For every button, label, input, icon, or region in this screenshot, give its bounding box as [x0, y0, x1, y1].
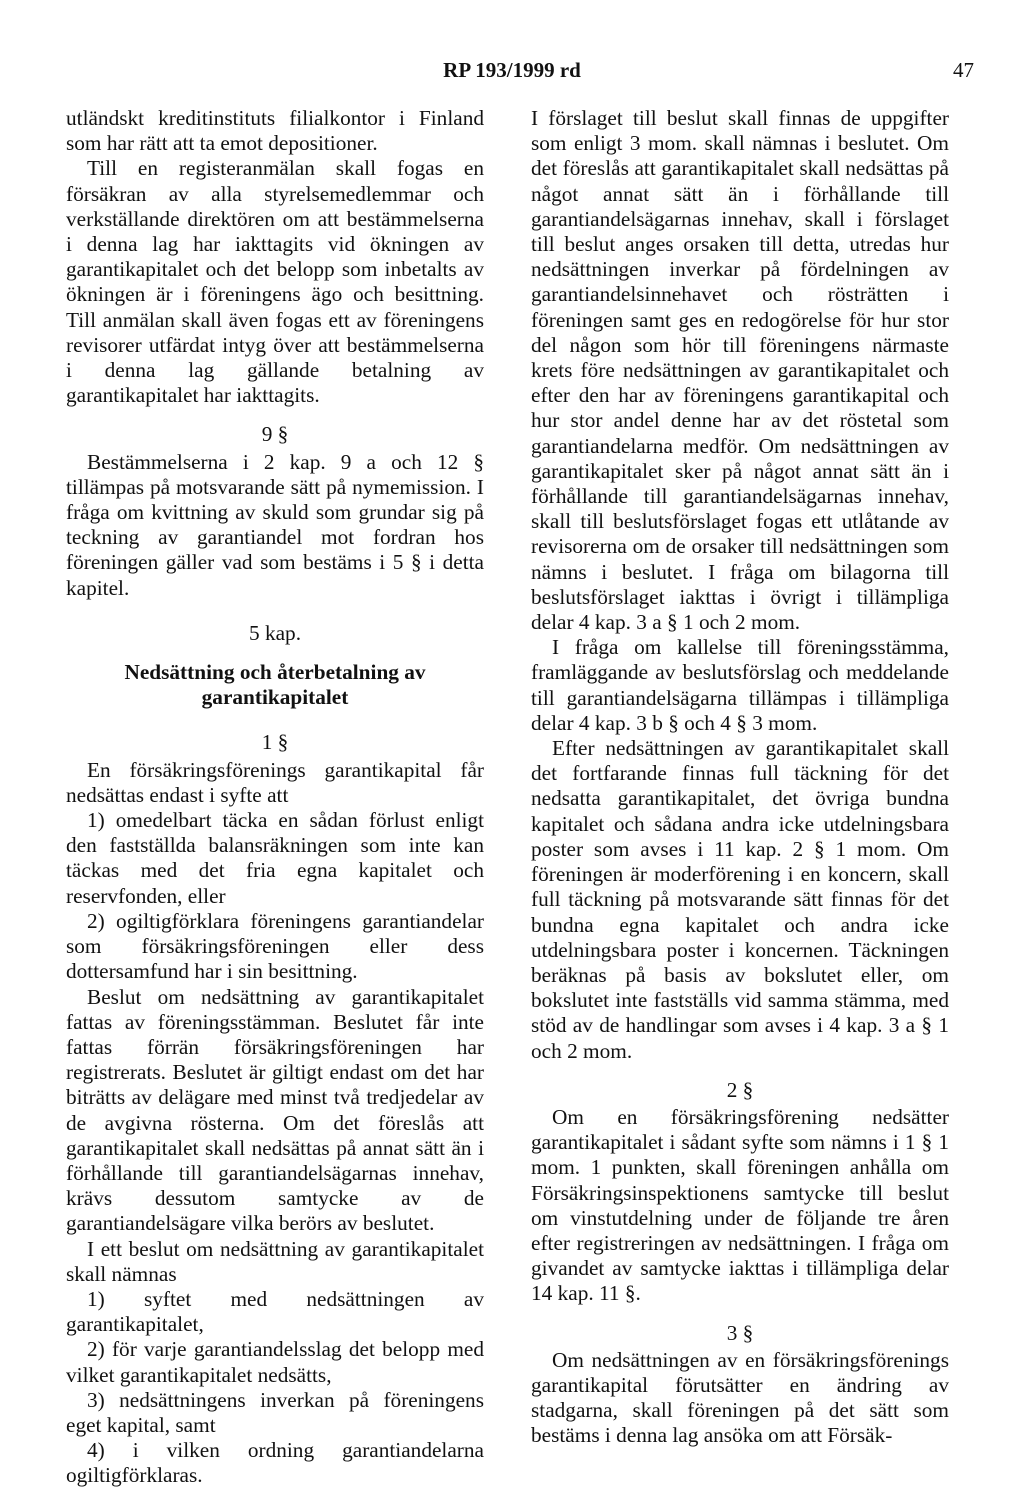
left-column [66, 106, 484, 1489]
page-number: 47 [953, 58, 974, 82]
page-header [0, 52, 1024, 86]
section-heading: 2 § [726, 1077, 754, 1102]
chapter-title: Nedsättning och återbetalning av garantikapitalet [124, 660, 426, 710]
paragraph: Beslut om nedsättning av garantikapitalet fattas av föreningsstämman. Beslutet får inte fattas förrän försäkringsföreningen har registrerats. Beslutet är giltigt endast om det har biträtts av delägare med minst två tredjedelar av de avgivna rösterna. Om det föreslås att garantikapitalet skall nedsättas på annat sätt än i förhållande till garantiandelsägarnas innehav, krävs dessutom samtycke av de garantiandelsägare vilka berörs av beslutet. [66, 984, 484, 1236]
paragraph: utländskt kreditinstituts filialkontor i Finland som har rätt att ta emot depositioner. [66, 106, 484, 156]
list-item: 2) ogiltigförklara föreningens garantiandelar som försäkringsföreningen eller dess dottersamfund har i sin besittning. [66, 908, 484, 984]
chapter-heading: 5 kap. [248, 620, 302, 645]
paragraph: Till en registeranmälan skall fogas en försäkran av alla styrelsemedlemmar och verkställande direktören om att bestämmelserna i denna lag har iakttagits vid ökningen av garantikapitalet och det belopp som inbetalts av ökningen är i föreningens ägo och besittning. Till anmälan skall även fogas ett av föreningens revisorer utfärdat intyg över att bestämmelserna i denna lag gällande betalning av garantikapitalet har iakttagits. [66, 156, 484, 408]
list-item: 2) för varje garantiandelsslag det belopp med vilket garantikapitalet nedsätts, [66, 1337, 484, 1387]
list-item: 1) omedelbart täcka en sådan förlust enligt den fastställda balansräkningen som inte kan täckas med det fria egna kapitalet och reservfonden, eller [66, 808, 484, 908]
paragraph: En försäkringsförenings garantikapital får nedsättas endast i syfte att [66, 757, 484, 807]
paragraph: I ett beslut om nedsättning av garantikapitalet skall nämnas [66, 1236, 484, 1286]
list-item: 3) nedsättningens inverkan på föreningens eget kapital, samt [66, 1387, 484, 1437]
right-column [531, 106, 949, 1449]
paragraph: Bestämmelserna i 2 kap. 9 a och 12 § tillämpas på motsvarande sätt på nymemission. I fråga om kvittning av skuld som grundar sig på teckning av garantiandel mot fordran hos föreningen gäller vad som bestäms i 5 § i detta kapitel. [66, 449, 484, 600]
document-reference: RP 193/1999 rd [443, 58, 581, 82]
list-item: 4) i vilken ordning garantiandelarna ogiltigförklaras. [66, 1438, 484, 1488]
list-item: 1) syftet med nedsättningen av garantikapitalet, [66, 1286, 484, 1337]
paragraph: Om nedsättningen av en försäkringsförenings garantikapital förutsätter en ändring av stadgarna, skall föreningen på det sätt som bestäms i denna lag ansöka om att Försäk- [531, 1347, 949, 1448]
section-heading: 3 § [726, 1320, 754, 1345]
section-heading: 1 § [261, 730, 289, 755]
paragraph: I fråga om kallelse till föreningsstämma, framläggande av beslutsförslag och meddelande till garantiandelsägarna tillämpas i tillämpliga delar 4 kap. 3 b § och 4 § 3 mom. [531, 635, 949, 735]
paragraph: I förslaget till beslut skall finnas de uppgifter som enligt 3 mom. skall nämnas i beslutet. Om det föreslås att garantikapitalet skall nedsättas på något annat sätt än i förhållande till garantiandelsägarnas innehav, skall i förslaget till beslut anges orsaken till detta, utredas hur nedsättningen inverkar på fördelningen av garantiandelsinnehavet och rösträtten i föreningen samt ges en redogörelse för hur stor del någon som hör till föreningens närmaste krets före nedsättningen av garantikapitalet och efter den har av föreningens garantikapital och hur stor andel denne har av det röstetal som garantiandelarna medför. Om nedsättningen av garantikapitalet sker på något annat sätt än i förhållande till garantiandelsägarnas innehav, skall till beslutsförslaget fogas ett utlåtande av revisorerna om de orsaker till nedsättningen som nämns i beslutet. I fråga om bilagorna till beslutsförslaget iakttas i övrigt i tillämpliga delar 4 kap. 3 a § 1 och 2 mom. [531, 106, 949, 635]
section-heading: 9 § [261, 422, 289, 447]
paragraph: Om en försäkringsförening nedsätter garantikapitalet i sådant syfte som nämns i 1 § 1 mom. 1 punkten, skall föreningen anhålla om Försäkringsinspektionens samtycke till beslut om vinstutdelning under de följande tre åren efter registreringen av nedsättningen. I fråga om givandet av samtycke iakttas i tillämpliga delar 14 kap. 11 §. [531, 1104, 949, 1306]
paragraph: Efter nedsättningen av garantikapitalet skall det fortfarande finnas full täckning för det nedsatta garantikapitalet, det övriga bundna kapitalet och sådana andra icke utdelningsbara poster som avses i 11 kap. 2 § 1 mom. Om föreningen är moderförening i en koncern, skall full täckning på motsvarande sätt finnas för det bundna egna kapitalet och andra icke utdelningsbara poster i koncernen. Täckningen beräknas på basis av bokslutet eller, om bokslutet inte fastställs vid samma stämma, med stöd av de handlingar som avses i 4 kap. 3 a § 1 och 2 mom. [531, 736, 949, 1063]
